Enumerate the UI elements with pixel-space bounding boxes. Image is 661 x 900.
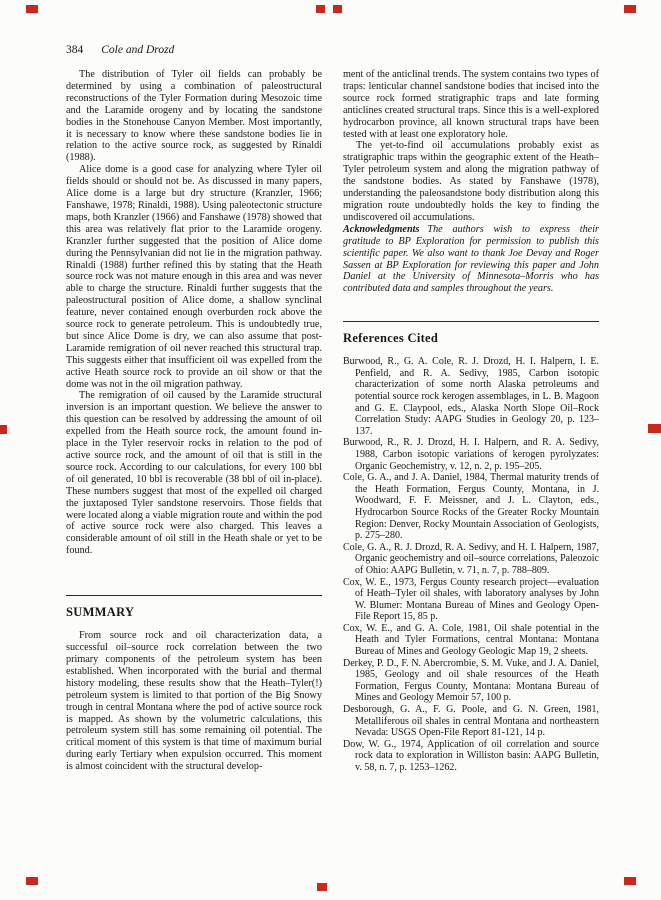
reference-entry: Cox, W. E., 1973, Fergus County research project—evaluation of Heath–Tyler oil shales, with laboratory analyses by John W. Blumer: Montana Bureau of Mines and Geology Open-File Report 15, 85 p.: [343, 576, 599, 623]
body-paragraph: Alice dome is a good case for analyzing where Tyler oil fields should or should not be. As discussed in many papers, Alice dome is a large but dry structure (Kranzler, 1966; Fanshawe, 1978; Rinaldi, 1988). Using paleotectonic structure maps, both Kranzler (1966) and Fanshawe (1978) showed that this area was relatively flat prior to the Laramide orogeny. Kranzler further suggested that the position of Alice dome during the Pennsylvanian did not lie in the migration pathway. Rinaldi (1988) further refined this by stating that the Heath source rock was not mature enough in this area and was never able to charge the structure. Rinaldi further suggests that the paleostructural position of Alice dome, a shallow synclinal feature, never contained enough overburden rock above the source rock to generate petroleum. This is undoubtedly true, but since Alice Dome is dry, we can also assume that post-Laramide remigration of oil never reached this structural trap. This suggests either that insufficient oil was expelled from the active Heath source rock to provide an oil show or that the dome was not in the oil migration pathway.: [66, 164, 322, 390]
running-head: Cole and Drozd: [101, 44, 175, 56]
reference-entry: Derkey, P. D., F. N. Abercrombie, S. M. Vuke, and J. A. Daniel, 1985, Geology and oil shale resources of the Heath Formation, Fergus County, Montana: Montana Bureau of Mines and Geology Memoir 57, 100 p.: [343, 657, 599, 704]
section-divider: [66, 595, 322, 596]
summary-heading: SUMMARY: [66, 605, 135, 620]
reference-entry: Cole, G. A., R. J. Drozd, R. A. Sedivy, and H. I. Halpern, 1987, Organic geochemistry and oil–source correlations, Paleozoic of Ohio: AAPG Bulletin, v. 71, n. 7, p. 788–809.: [343, 541, 599, 576]
registration-mark: [333, 5, 342, 13]
registration-mark: [26, 5, 38, 13]
reference-entry: Cole, G. A., and J. A. Daniel, 1984, Thermal maturity trends of the Heath Formation, Fergus County, Montana, in J. Woodward, F. F. Meissner, and J. L. Clayton, eds., Hydrocarbon Source Rocks of the Greater Rocky Mountain Region: Denver, Rocky Mountain Association of Geologists, p. 275–280.: [343, 472, 599, 542]
reference-entry: Burwood, R., G. A. Cole, R. J. Drozd, H. I. Halpern, I. E. Penfield, and R. A. Sedivy, 1985, Carbon isotopic characterization of some north Alaska petroleums and potential source rock kerogen assemblages, in L. B. Magoon and G. E. Claypool, eds., Alaska North Slope Oil–Rock Correlation Study: AAPG Studies in Geology 20, p. 123–137.: [343, 356, 599, 437]
body-paragraph: From source rock and oil characterization data, a successful oil–source rock correlation between the two primary components of the petroleum system has been established. When incorporated with the burial and thermal history modeling, these results show that the Heath–Tyler(!) petroleum system is limited to that portion of the Big Snowy trough in central Montana where the pod of active source rock is mapped. As shown by the volumetric calculations, this petroleum system still has some remaining oil potential. The critical moment of this system is that time of maximum burial during early Tertiary when expulsion occurred. This moment is almost coincident with the structural develop-: [66, 630, 322, 773]
reference-entry: Desborough, G. A., F. G. Poole, and G. N. Green, 1981, Metalliferous oil shales in central Montana and northeastern Nevada: USGS Open-File Report 81-121, 14 p.: [343, 704, 599, 739]
registration-mark: [624, 877, 636, 885]
acknowledgments-label: Acknowledgments: [343, 223, 420, 235]
left-column: [66, 69, 322, 774]
page-header: [66, 44, 599, 56]
body-paragraph: ment of the anticlinal trends. The system contains two types of traps: lenticular channel sandstone bodies that incised into the source rock formed stratigraphic traps and late forming anticlines created structural traps. Since this is a well-explored hydrocarbon province, all known structural traps have been tested with at least one exploratory hole.: [343, 69, 599, 140]
page-number: 384: [66, 44, 84, 56]
body-paragraph: The distribution of Tyler oil fields can probably be determined by using a combination of paleostructural reconstructions of the Tyler Formation during Mesozoic time and the Laramide orogeny and by locating the sandstone bodies in the Stonehouse Canyon Member. Most importantly, it is necessary to know where these sandstone bodies lie in relation to the active source rock, as suggested by Rinaldi (1988).: [66, 69, 322, 164]
registration-mark: [0, 425, 7, 434]
registration-mark: [648, 424, 661, 433]
registration-mark: [26, 877, 38, 885]
section-divider: [343, 321, 599, 322]
registration-mark: [624, 5, 636, 13]
acknowledgments-paragraph: [343, 224, 599, 295]
reference-entry: Dow, W. G., 1974, Application of oil correlation and source rock data to exploration in Williston basin: AAPG Bulletin, v. 58, n. 7, p. 1253–1262.: [343, 738, 599, 773]
page-content: [66, 44, 599, 774]
registration-mark: [317, 883, 327, 891]
right-column: [343, 69, 599, 774]
acknowledgments-text: The authors wish to express their gratitude to BP Exploration for permission to publish this scientific paper. We also want to thank Joe Devay and Roger Sassen at BP Exploration for reviewing this paper and John Daniel at the University of Minnesota–Morris who has contributed data and samples throughout the years.: [343, 223, 599, 295]
body-paragraph: The remigration of oil caused by the Laramide structural inversion is an important question. We believe the answer to this question can be resolved by addressing the amount of oil expelled from the Heath source rock, the amount found in-place in the Tyler reservoir rocks in relation to the pod of active source rock, and the amount of oil that is still in the source rock. According to our calculations, for every 100 bbl of oil generated, 10 bbl is recoverable (38 bbl of oil in-place). These numbers suggest that most of the expelled oil charged the juxtaposed Tyler sandstone reservoirs. Those fields that were located along a viable migration route and within the pod of active source rock were also charged. This leaves a considerable amount of oil still in the Heath shale or yet to be found.: [66, 390, 322, 557]
registration-mark: [316, 5, 325, 13]
reference-entry: Burwood, R., R. J. Drozd, H. I. Halpern, and R. A. Sedivy, 1988, Carbon isotopic variations of kerogen pyrolyzates: Organic Geochemistry, v. 12, n. 2, p. 195–205.: [343, 437, 599, 472]
body-paragraph: The yet-to-find oil accumulations probably exist as stratigraphic traps within the geographic extent of the Heath–Tyler petroleum system and along the migration pathway of the sandstone bodies. As stated by Fanshawe (1978), understanding the paleosandstone body distribution along this migration route undoubtedly holds the key to finding the undiscovered oil accumulations.: [343, 140, 599, 223]
two-column-body: [66, 69, 599, 774]
reference-entry: Cox, W. E., and G. A. Cole, 1981, Oil shale potential in the Heath and Tyler Formations, central Montana: Montana Bureau of Mines and Geology Geologic Map 19, 2 sheets.: [343, 622, 599, 658]
references-heading: References Cited: [343, 331, 439, 346]
